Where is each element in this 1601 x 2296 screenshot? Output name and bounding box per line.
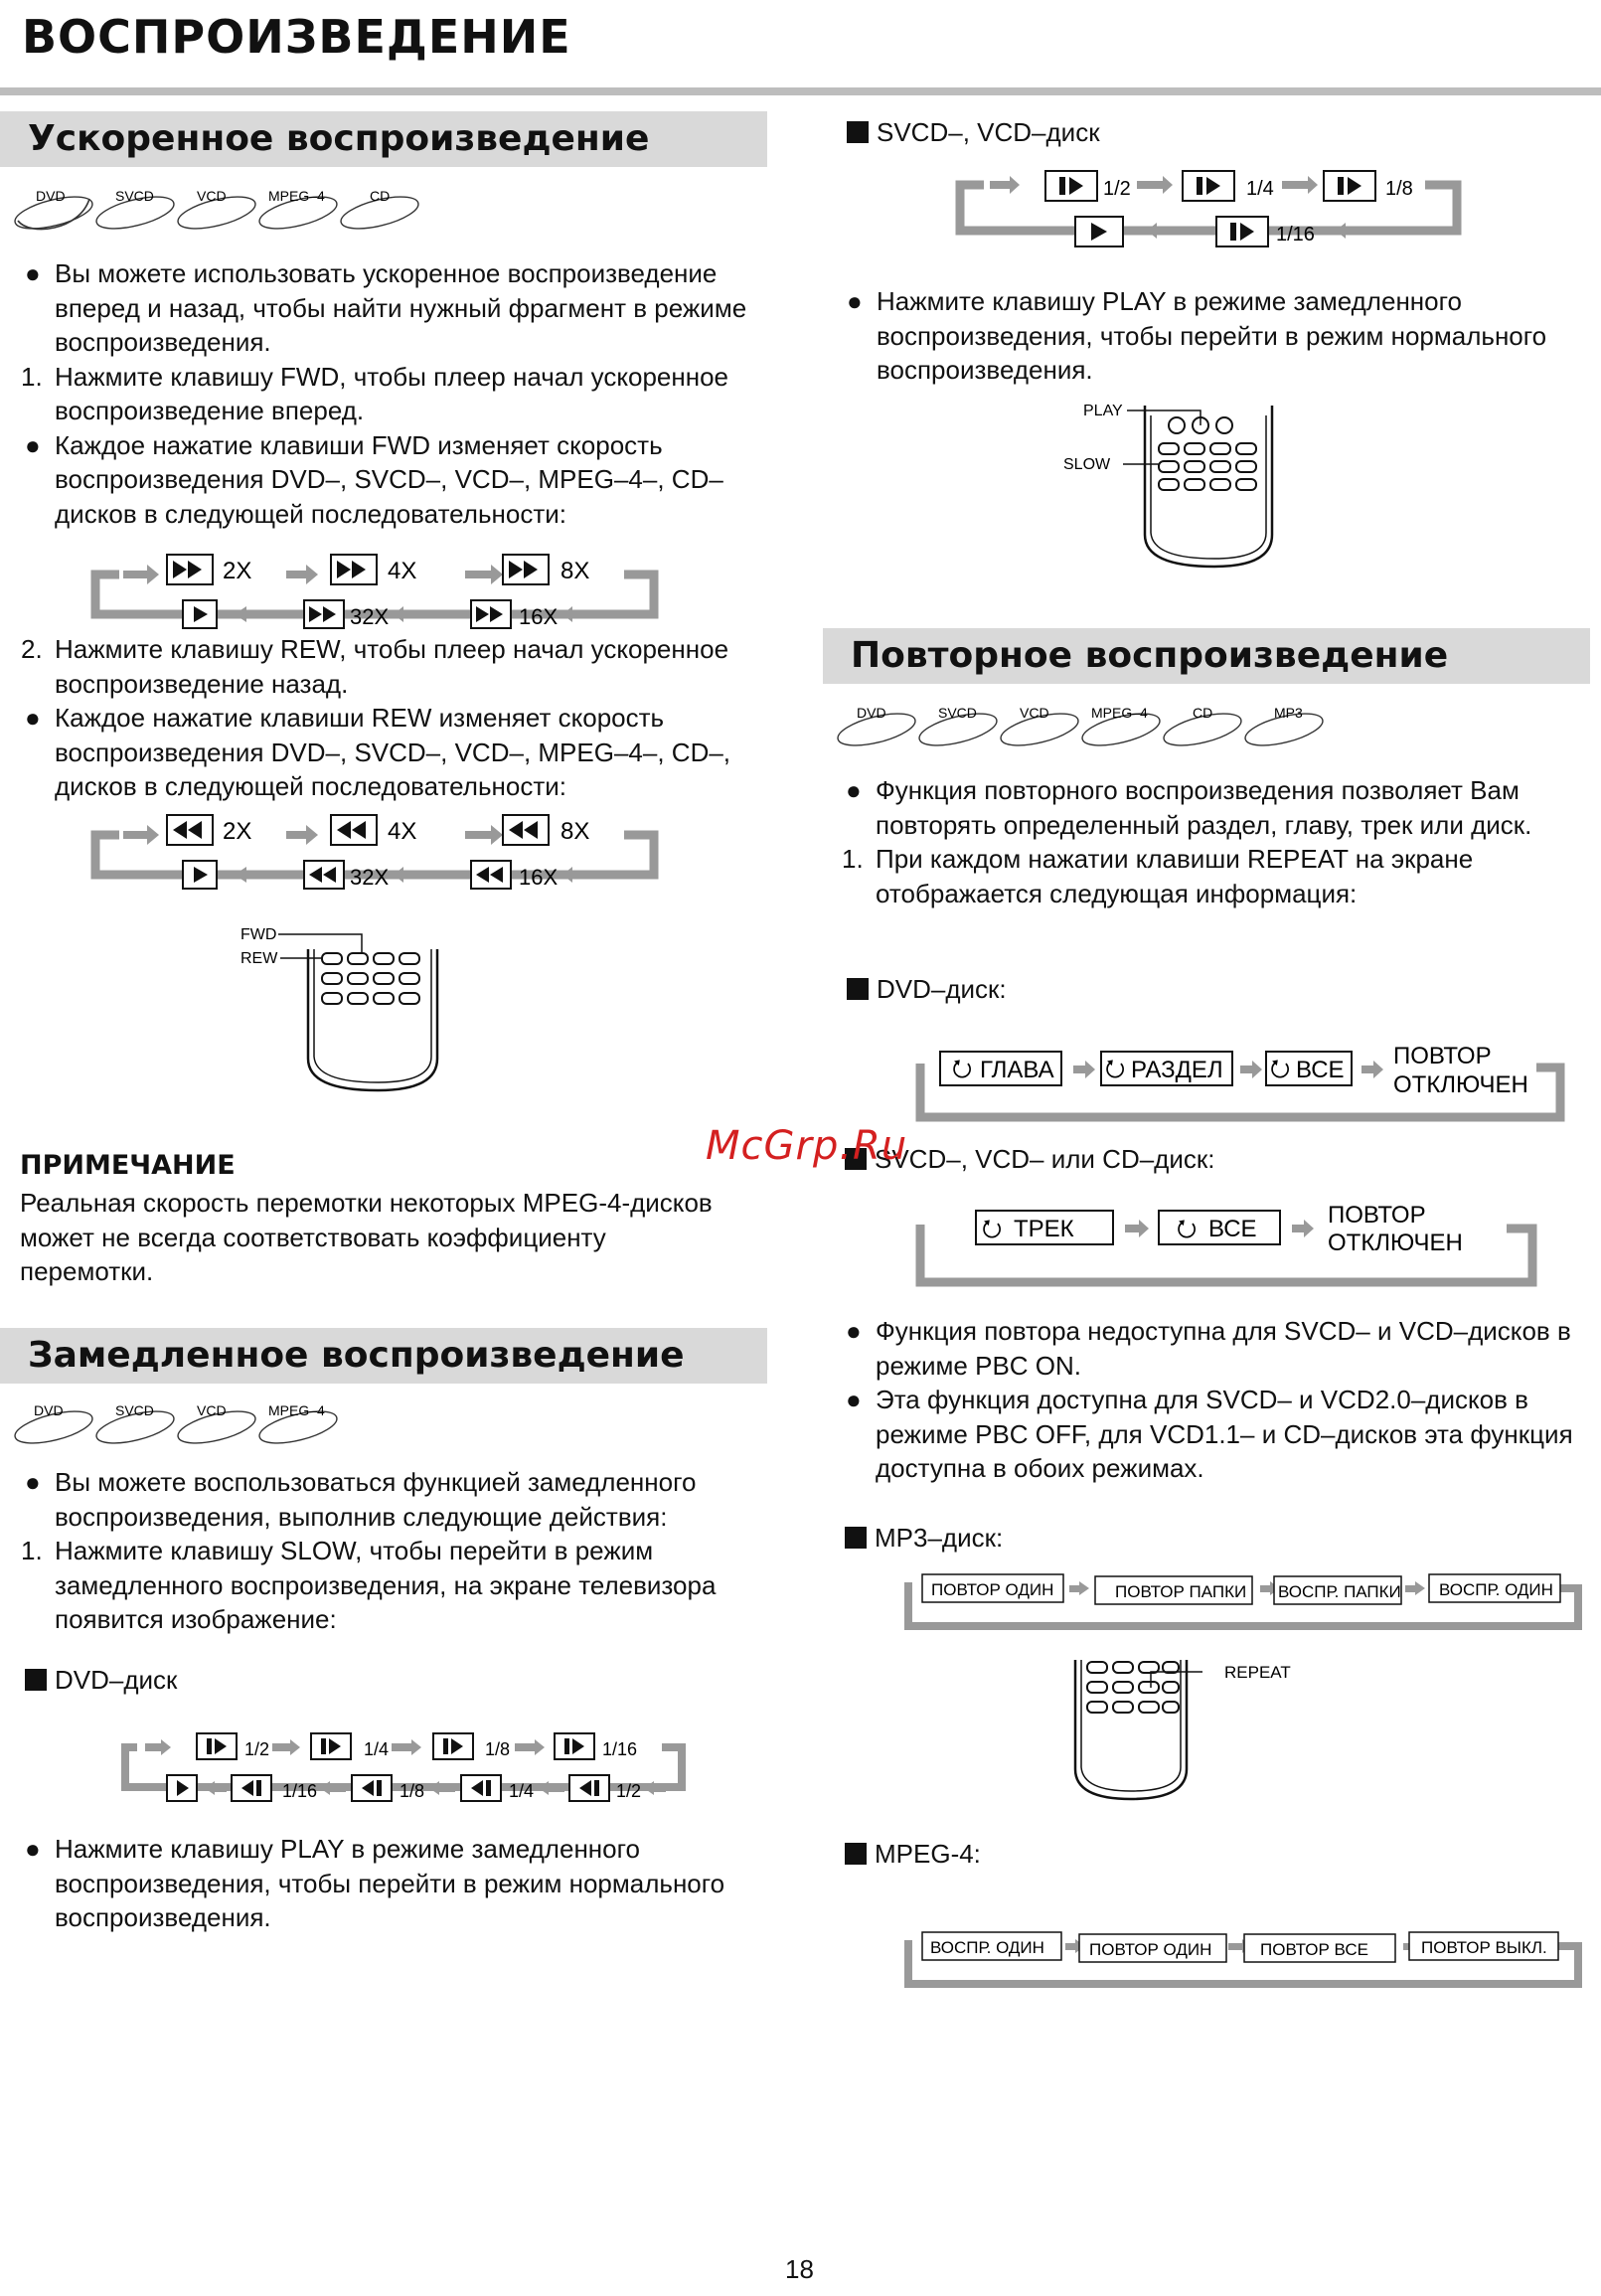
svg-text:1/8: 1/8 bbox=[400, 1781, 425, 1801]
slow-rew-box bbox=[569, 1775, 641, 1801]
slow-disc-icons bbox=[10, 1394, 368, 1453]
svcd-slow-box bbox=[1324, 171, 1413, 201]
disc-icon-mpeg4 bbox=[256, 188, 340, 235]
svcd-text-block bbox=[847, 284, 1592, 388]
bullet-icon: ● bbox=[25, 703, 41, 733]
disc-icon-svcd bbox=[93, 188, 177, 235]
disc-icon-dvd bbox=[12, 1402, 95, 1449]
svg-text:4X: 4X bbox=[388, 558, 417, 584]
list-item: ● Функция повторного воспроизведения позволяет Вам повторять определенный раздел, главу, трек или диск. bbox=[846, 775, 1532, 840]
mp3-box bbox=[922, 1574, 1063, 1602]
slow-fwd-box bbox=[555, 1733, 637, 1759]
repeat-mpeg4-label: MPEG-4: bbox=[845, 1837, 981, 1872]
remote-label-slow: SLOW bbox=[1063, 456, 1111, 473]
disc-label: MPEG–4 bbox=[268, 1402, 325, 1418]
slow-fwd-box bbox=[197, 1733, 269, 1759]
disc-icon-cd bbox=[338, 188, 421, 235]
list-item: ● Каждое нажатие клавиши FWD изменяет скорость воспроизведения DVD–, SVCD–, VCD–, MPEG–4–, CD–дисков в следующей последовательности: bbox=[25, 429, 723, 529]
fwd-box-8x bbox=[503, 555, 589, 584]
svg-text:8X: 8X bbox=[560, 558, 590, 584]
note-title: ПРИМЕЧАНИЕ bbox=[20, 1150, 236, 1181]
page-title: ВОСПРОИЗВЕДЕНИЕ bbox=[22, 10, 571, 64]
disc-label: SVCD bbox=[115, 188, 154, 204]
disc-label: DVD bbox=[36, 188, 66, 204]
svcd-play-box bbox=[1075, 217, 1123, 246]
mpeg4-box bbox=[1244, 1934, 1395, 1962]
svg-text:2X: 2X bbox=[223, 818, 252, 845]
fast-section-title: Ускоренное воспроизведение bbox=[0, 111, 767, 167]
svg-text:ВОСПР. ПАПКИ: ВОСПР. ПАПКИ bbox=[1278, 1582, 1401, 1601]
watermark: McGrp.Ru bbox=[706, 1123, 908, 1169]
mpeg4-box bbox=[922, 1932, 1061, 1960]
remote-label-fwd: FWD bbox=[240, 926, 277, 943]
bullet-icon: ● bbox=[846, 1385, 862, 1414]
fwd-box-4x bbox=[331, 555, 416, 584]
disc-icon-mpeg4 bbox=[1079, 705, 1163, 751]
list-item: ● Нажмите клавишу PLAY в режиме замедленного воспроизведения, чтобы перейти в режим нормального воспроизведения. bbox=[847, 286, 1547, 385]
disc-label: SVCD bbox=[938, 705, 977, 721]
disc-label: SVCD bbox=[115, 1402, 154, 1418]
remote-play-slow bbox=[1063, 396, 1302, 574]
remote-label-play: PLAY bbox=[1083, 403, 1123, 419]
svcd-slow-label: SVCD–, VCD–диск bbox=[847, 115, 1100, 150]
list-item: 2. Нажмите клавишу REW, чтобы плеер начал ускоренное воспроизведение назад. bbox=[21, 634, 729, 699]
repeat-mp3-diagram bbox=[900, 1568, 1586, 1636]
disc-label: VCD bbox=[1020, 705, 1049, 721]
svg-text:⭮: ⭮ bbox=[1270, 1056, 1291, 1082]
mpeg4-box bbox=[1409, 1932, 1558, 1960]
fwd-sequence-diagram bbox=[87, 545, 664, 629]
svg-text:ПОВТОР ОДИН: ПОВТОР ОДИН bbox=[931, 1580, 1054, 1599]
slow-text-block-2 bbox=[25, 1832, 770, 1935]
slow-rew-box bbox=[352, 1775, 424, 1801]
list-item: ● Вы можете использовать ускоренное воспроизведение вперед и назад, чтобы найти нужный фрагмент в режиме воспроизведения. bbox=[25, 258, 747, 357]
svg-text:1/4: 1/4 bbox=[364, 1739, 390, 1759]
remote-fwd-rew bbox=[239, 919, 457, 1098]
slow-dvd-label: DVD–диск bbox=[25, 1663, 177, 1698]
svg-text:1/2: 1/2 bbox=[1103, 178, 1131, 200]
svg-text:8X: 8X bbox=[560, 818, 590, 845]
fast-text-block bbox=[21, 256, 770, 531]
repeat-svcd-box bbox=[1159, 1211, 1280, 1244]
repeat-text-block-2 bbox=[846, 1314, 1593, 1486]
disc-icon-dvd bbox=[835, 705, 918, 751]
svg-text:ВОСПР. ОДИН: ВОСПР. ОДИН bbox=[930, 1938, 1044, 1957]
repeat-dvd-box bbox=[940, 1052, 1061, 1085]
list-item: ● Нажмите клавишу PLAY в режиме замедленного воспроизведения, чтобы перейти в режим нормального воспроизведения. bbox=[25, 1834, 725, 1932]
rew-box-4x bbox=[331, 815, 416, 845]
bullet-icon: ● bbox=[847, 286, 863, 316]
rew-box-play bbox=[183, 861, 217, 889]
svg-text:1/16: 1/16 bbox=[602, 1739, 638, 1759]
bullet-icon: ● bbox=[25, 258, 41, 288]
svg-text:ПОВТОР ОДИН: ПОВТОР ОДИН bbox=[1089, 1940, 1212, 1959]
bullet-icon: ● bbox=[846, 1316, 862, 1346]
svg-text:1/2: 1/2 bbox=[244, 1739, 270, 1759]
bullet-icon: ● bbox=[846, 775, 862, 805]
slow-svcd-diagram bbox=[952, 167, 1469, 250]
list-item: ● Вы можете воспользоваться функцией замедленного воспроизведения, выполнив следующие действия: bbox=[25, 1467, 697, 1532]
svg-text:1/16: 1/16 bbox=[1276, 224, 1315, 246]
svg-text:⭮: ⭮ bbox=[1177, 1216, 1198, 1242]
disc-label: MPEG–4 bbox=[268, 188, 325, 204]
fast-disc-icons bbox=[10, 179, 447, 239]
disc-icon-vcd bbox=[998, 705, 1081, 751]
svg-text:1/4: 1/4 bbox=[509, 1781, 535, 1801]
repeat-text-block bbox=[842, 773, 1593, 910]
disc-icon-vcd bbox=[175, 188, 258, 235]
disc-label: VCD bbox=[197, 188, 227, 204]
disc-icon-cd bbox=[1161, 705, 1244, 751]
list-item: 1. При каждом нажатии клавиши REPEAT на экране отображается следующая информация: bbox=[842, 844, 1474, 908]
list-item: 1. Нажмите клавишу SLOW, чтобы перейти в режим замедленного воспроизведения, на экране телевизора появится изображение: bbox=[21, 1536, 717, 1634]
remote-label-rew: REW bbox=[240, 950, 278, 967]
svcd-slow-box bbox=[1183, 171, 1274, 201]
disc-label: MP3 bbox=[1274, 705, 1303, 721]
disc-icon-mpeg4 bbox=[256, 1402, 340, 1449]
bullet-icon: ● bbox=[25, 429, 41, 460]
repeat-off-line2: ОТКЛЮЧЕН bbox=[1328, 1230, 1463, 1256]
svg-text:РАЗДЕЛ: РАЗДЕЛ bbox=[1131, 1057, 1223, 1083]
rew-box-2x bbox=[167, 815, 251, 845]
fast-text-block-2 bbox=[21, 632, 770, 804]
disc-label: MPEG–4 bbox=[1091, 705, 1148, 721]
svg-text:ПОВТОР ВЫКЛ.: ПОВТОР ВЫКЛ. bbox=[1421, 1938, 1547, 1957]
bullet-icon: ● bbox=[25, 1467, 41, 1497]
square-marker-icon bbox=[847, 121, 869, 143]
svg-text:⭮: ⭮ bbox=[982, 1216, 1003, 1242]
repeat-dvd-diagram bbox=[910, 1034, 1566, 1125]
list-item: ● Эта функция доступна для SVCD– и VCD2.0–дисков в режиме PBC OFF, для VCD1.1– и CD–дисков эта функция доступна в обоих режимах. bbox=[846, 1385, 1573, 1483]
svg-text:2X: 2X bbox=[223, 558, 252, 584]
svcd-slow-box bbox=[1045, 171, 1131, 201]
svg-text:⭮: ⭮ bbox=[952, 1056, 973, 1082]
svg-text:ВОСПР. ОДИН: ВОСПР. ОДИН bbox=[1439, 1580, 1553, 1599]
rew-sequence-diagram bbox=[87, 805, 664, 890]
svcd-slow-box bbox=[1216, 217, 1315, 246]
square-marker-icon bbox=[845, 1527, 867, 1549]
mp3-box bbox=[1274, 1576, 1401, 1604]
svg-text:ГЛАВА: ГЛАВА bbox=[980, 1057, 1054, 1083]
repeat-off-line2: ОТКЛЮЧЕН bbox=[1393, 1071, 1528, 1098]
repeat-svcd-diagram bbox=[910, 1191, 1546, 1292]
svg-text:32X: 32X bbox=[350, 865, 390, 890]
svg-text:16X: 16X bbox=[519, 865, 559, 890]
disc-icon-svcd bbox=[916, 705, 1000, 751]
square-marker-icon bbox=[845, 1843, 867, 1865]
repeat-off-line1: ПОВТОР bbox=[1328, 1202, 1426, 1229]
slow-play-box bbox=[167, 1775, 197, 1801]
svg-text:1/16: 1/16 bbox=[282, 1781, 318, 1801]
svg-text:ПОВТОР ВСЕ: ПОВТОР ВСЕ bbox=[1260, 1940, 1368, 1959]
disc-icon-dvd bbox=[12, 188, 95, 235]
svg-text:1/8: 1/8 bbox=[1385, 178, 1413, 200]
note-text: Реальная скорость перемотки некоторых MPEG-4-дисков может не всегда соответствовать коэффициенту перемотки. bbox=[20, 1188, 713, 1286]
slow-fwd-box bbox=[311, 1733, 389, 1759]
svg-text:32X: 32X bbox=[350, 604, 390, 629]
repeat-mp3-label: MP3–диск: bbox=[845, 1521, 1003, 1556]
slow-dvd-diagram bbox=[117, 1729, 694, 1809]
svg-text:ВСЕ: ВСЕ bbox=[1296, 1057, 1345, 1083]
disc-icon-svcd bbox=[93, 1402, 177, 1449]
page-number: 18 bbox=[785, 2254, 814, 2284]
repeat-section-title: Повторное воспроизведение bbox=[823, 628, 1590, 684]
disc-label: VCD bbox=[197, 1402, 227, 1418]
header-rule bbox=[0, 87, 1601, 95]
list-item: ● Каждое нажатие клавиши REW изменяет скорость воспроизведения DVD–, SVCD–, VCD–, MPEG–4–, CD–, дисков в следующей последовательности: bbox=[25, 703, 731, 801]
repeat-svcd-label: SVCD–, VCD– или CD–диск: bbox=[845, 1142, 1214, 1177]
mpeg4-box bbox=[1079, 1934, 1226, 1962]
repeat-mpeg4-diagram bbox=[900, 1926, 1586, 1994]
remote-label-repeat: REPEAT bbox=[1224, 1663, 1291, 1682]
remote-repeat bbox=[1063, 1650, 1312, 1809]
list-item: ● Функция повтора недоступна для SVCD– и VCD–дисков в режиме PBC ON. bbox=[846, 1316, 1571, 1381]
repeat-dvd-box bbox=[1266, 1052, 1352, 1085]
slow-rew-box bbox=[461, 1775, 534, 1801]
fwd-box-play bbox=[183, 600, 217, 628]
svg-text:⭮: ⭮ bbox=[1105, 1056, 1126, 1082]
disc-icon-mp3 bbox=[1242, 705, 1326, 751]
bullet-icon: ● bbox=[25, 1834, 41, 1864]
svg-text:1/8: 1/8 bbox=[485, 1739, 511, 1759]
repeat-svcd-box bbox=[976, 1211, 1113, 1244]
repeat-off-line1: ПОВТОР bbox=[1393, 1043, 1492, 1069]
mp3-box bbox=[1429, 1574, 1560, 1602]
disc-label: CD bbox=[370, 188, 391, 204]
svg-text:4X: 4X bbox=[388, 818, 417, 845]
disc-label: DVD bbox=[857, 705, 886, 721]
svg-text:1/2: 1/2 bbox=[616, 1781, 642, 1801]
rew-box-8x bbox=[503, 815, 589, 845]
disc-icon-vcd bbox=[175, 1402, 258, 1449]
slow-text-block bbox=[21, 1465, 770, 1637]
disc-label: DVD bbox=[34, 1402, 64, 1418]
svg-text:16X: 16X bbox=[519, 604, 559, 629]
fwd-box-2x bbox=[167, 555, 251, 584]
square-marker-icon bbox=[25, 1669, 47, 1691]
mp3-box bbox=[1095, 1576, 1252, 1604]
list-item: 1. Нажмите клавишу FWD, чтобы плеер начал ускоренное воспроизведение вперед. bbox=[21, 361, 729, 425]
square-marker-icon bbox=[847, 978, 869, 1000]
slow-fwd-box bbox=[433, 1733, 510, 1759]
svg-text:ТРЕК: ТРЕК bbox=[1014, 1216, 1074, 1242]
repeat-dvd-box bbox=[1101, 1052, 1232, 1085]
slow-section-title: Замедленное воспроизведение bbox=[0, 1328, 767, 1384]
svg-text:1/4: 1/4 bbox=[1246, 178, 1274, 200]
svg-text:ВСЕ: ВСЕ bbox=[1208, 1216, 1257, 1242]
svg-text:ПОВТОР ПАПКИ: ПОВТОР ПАПКИ bbox=[1115, 1582, 1247, 1601]
disc-label: CD bbox=[1193, 705, 1213, 721]
repeat-disc-icons bbox=[833, 696, 1350, 755]
repeat-dvd-label: DVD–диск: bbox=[847, 972, 1007, 1007]
